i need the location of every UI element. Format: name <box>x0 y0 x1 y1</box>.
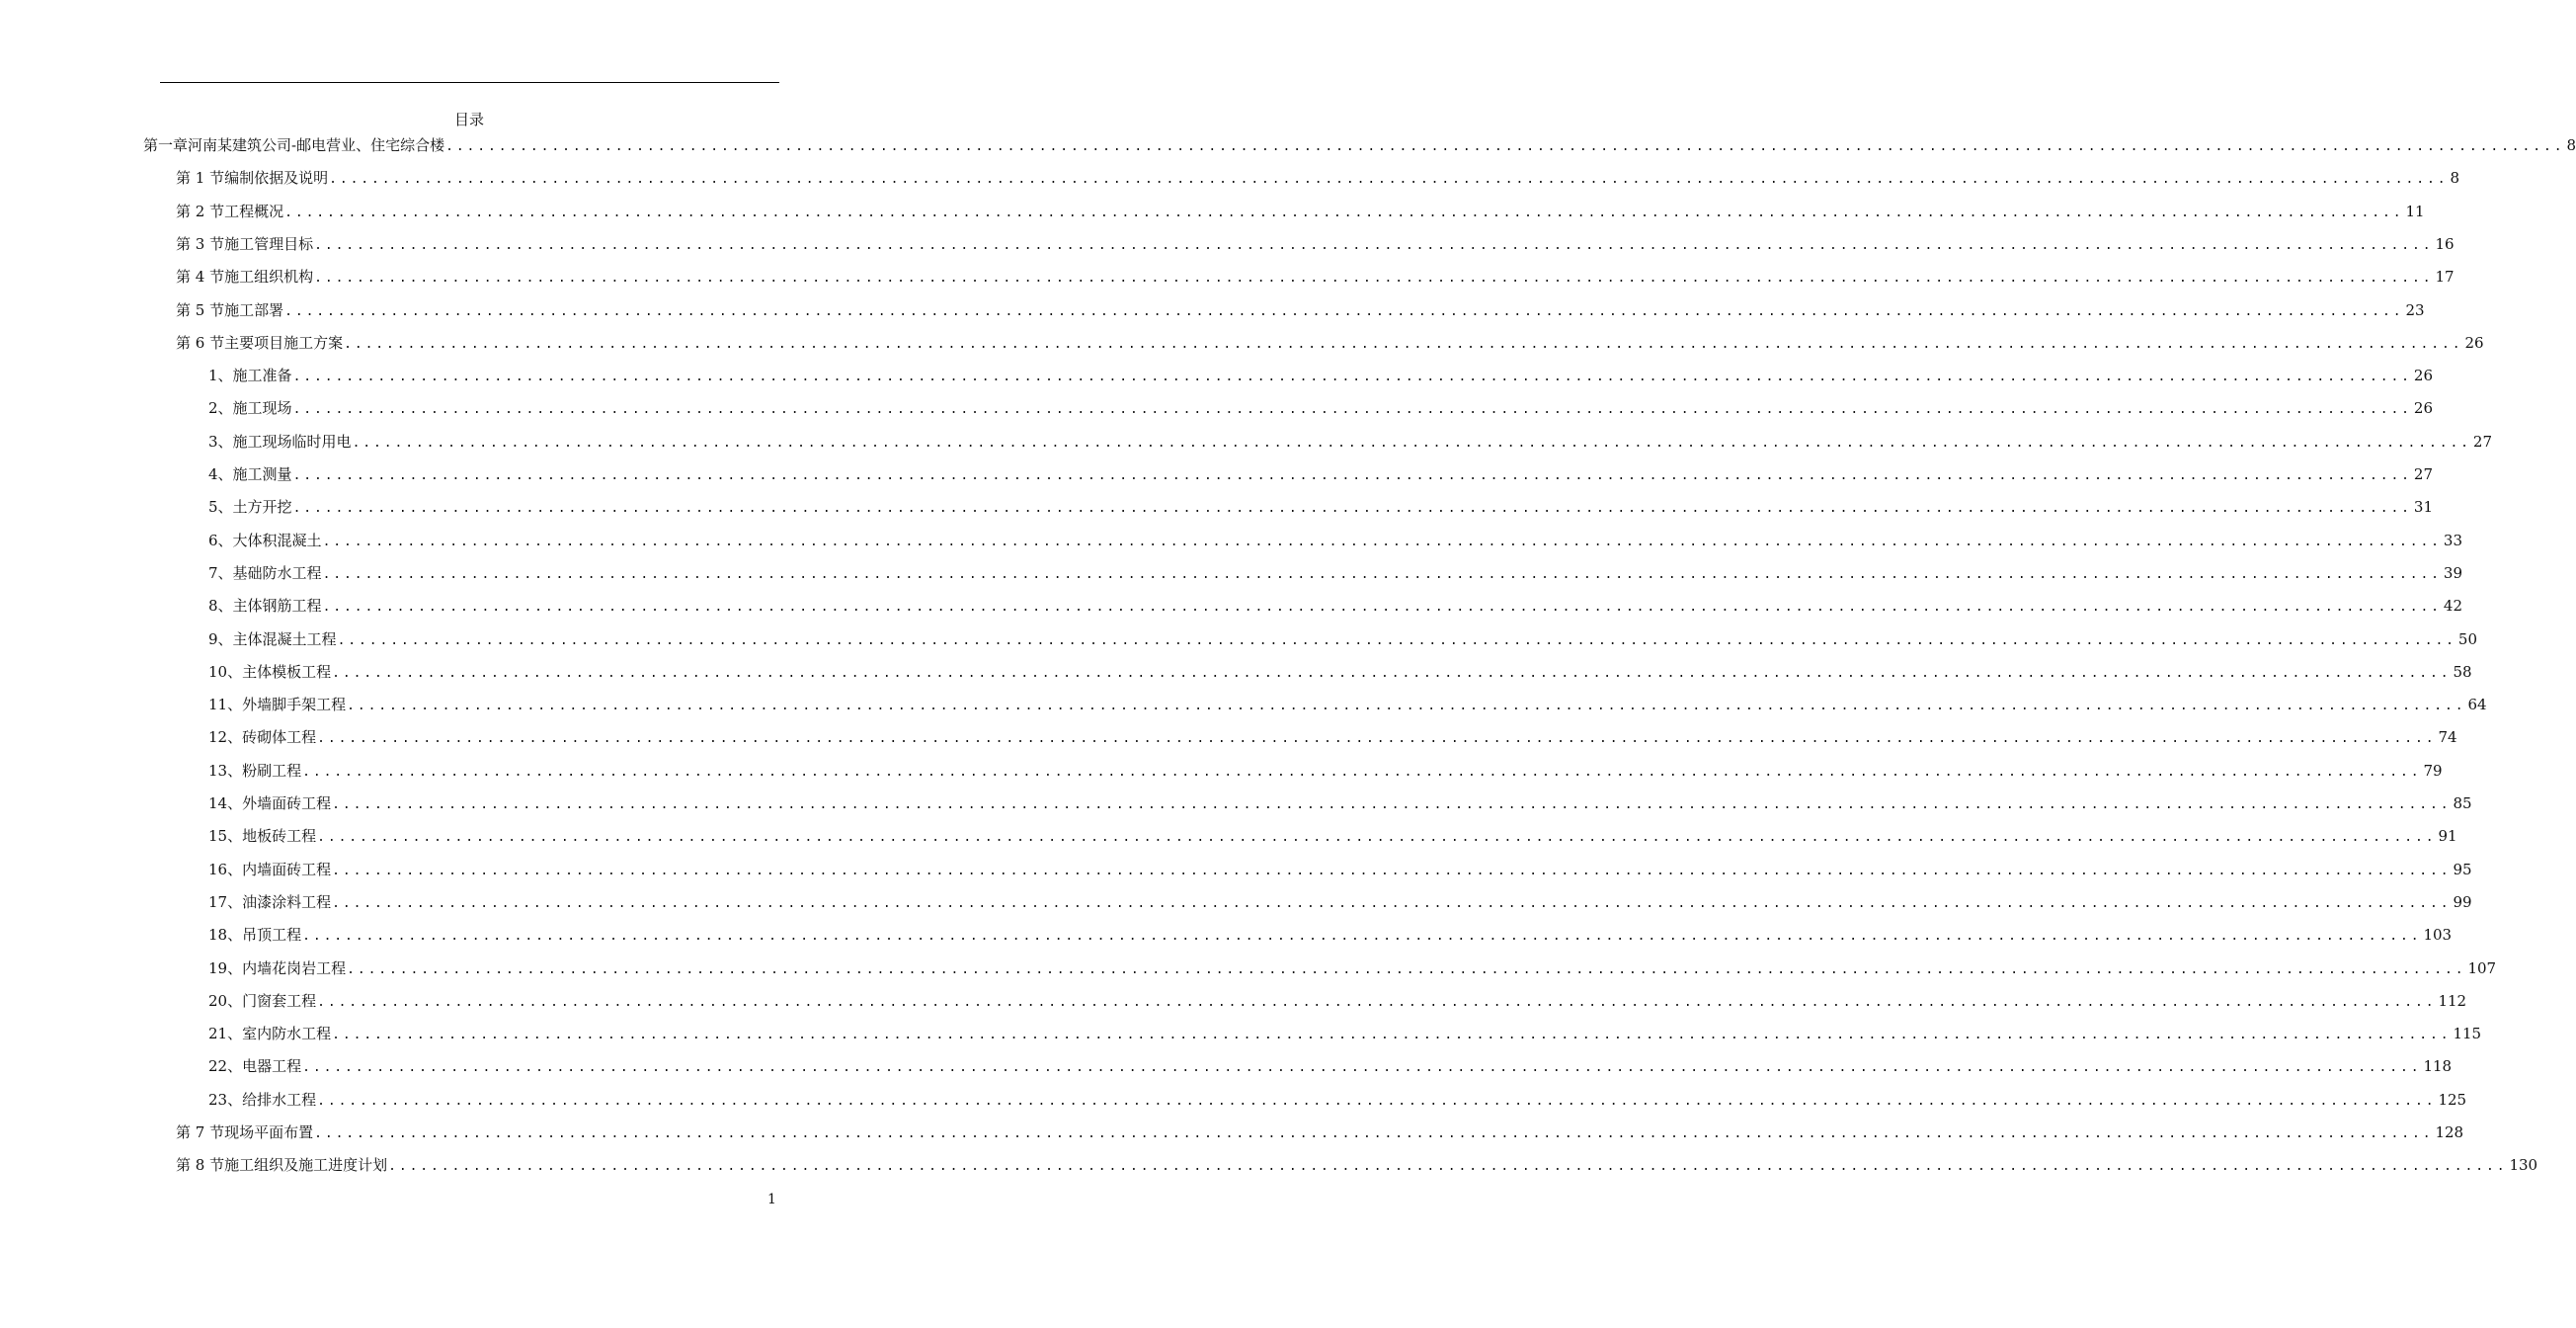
toc-entry-label: 粉刷工程 <box>242 761 302 780</box>
toc-entry-page: 23 <box>2405 300 2425 319</box>
dot-leader: ........................................................................................................................................................................................................ <box>302 929 2422 945</box>
toc-entry-page: 112 <box>2438 991 2467 1010</box>
toc-entry-label: 主体钢筋工程 <box>232 597 322 616</box>
toc-entry[interactable] <box>208 694 2487 715</box>
toc-entry-number: 17、 <box>208 892 243 911</box>
toc-entry-label: 外墙面砖工程 <box>242 794 332 812</box>
toc-entry-label: 外墙脚手架工程 <box>242 696 347 714</box>
toc-entry[interactable] <box>208 496 2433 518</box>
toc-entry-number: 2、 <box>208 399 233 418</box>
toc-entry-label: 主体模板工程 <box>242 662 332 681</box>
toc-entry[interactable] <box>208 891 2472 913</box>
toc-entry[interactable] <box>176 167 2459 189</box>
toc-entry-number: 14、 <box>208 794 243 812</box>
dot-leader: ........................................................................................................................................................................................................ <box>292 402 2412 418</box>
toc-entry[interactable] <box>208 859 2472 880</box>
toc-entry[interactable] <box>208 990 2467 1012</box>
toc-entry[interactable] <box>208 530 2462 551</box>
toc-entry-label: 砖砌体工程 <box>242 728 317 747</box>
toc-entry-page: 8 <box>2566 136 2576 154</box>
toc-entry-label: 内墙花岗岩工程 <box>242 958 347 977</box>
toc-entry[interactable] <box>208 365 2433 386</box>
toc-entry[interactable] <box>143 134 2576 156</box>
toc-entry[interactable] <box>176 332 2484 354</box>
toc-entry-page: 79 <box>2423 761 2443 780</box>
toc-entry-number: 6、 <box>208 531 233 549</box>
toc-entry-number: 第 8 节 <box>176 1156 225 1175</box>
dot-leader: ........................................................................................................................................................................................................ <box>347 699 2466 714</box>
toc-entry-label: 门窗套工程 <box>242 991 317 1010</box>
dot-leader: ........................................................................................................................................................................................................ <box>445 139 2565 154</box>
dot-leader: ........................................................................................................................................................................................................ <box>284 205 2404 220</box>
toc-entry-label: 河南某建筑公司-邮电营业、住宅综合楼 <box>188 136 445 154</box>
toc-entry[interactable] <box>208 595 2462 617</box>
dot-leader: ........................................................................................................................................................................................................ <box>322 566 2442 582</box>
toc-entry[interactable] <box>208 1023 2482 1044</box>
toc-entry-page: 16 <box>2435 234 2455 253</box>
toc-entry-label: 土方开挖 <box>232 498 292 517</box>
toc-entry-page: 8 <box>2450 169 2459 188</box>
toc-entry-number: 第 6 节 <box>176 333 225 352</box>
toc-entry-page: 27 <box>2472 432 2492 451</box>
toc-entry-label: 大体积混凝土 <box>232 531 322 549</box>
dot-leader: ........................................................................................................................................................................................................ <box>337 632 2456 648</box>
toc-entry-page: 95 <box>2453 860 2472 878</box>
toc-entry[interactable] <box>208 726 2457 748</box>
toc-entry-label: 内墙面砖工程 <box>242 860 332 878</box>
toc-entry-page: 42 <box>2443 597 2462 616</box>
toc-entry-number: 19、 <box>208 958 243 977</box>
toc-entry-label: 编制依据及说明 <box>224 169 329 188</box>
toc-entry-page: 118 <box>2423 1057 2453 1076</box>
toc-entry-page: 33 <box>2443 531 2462 549</box>
toc-entry-label: 给排水工程 <box>242 1090 317 1109</box>
toc-entry[interactable] <box>208 792 2472 814</box>
toc-entry-label: 施工测量 <box>232 465 292 483</box>
toc-entry-number: 第一章 <box>143 136 189 154</box>
toc-entry-number: 22、 <box>208 1057 243 1076</box>
toc-entry-number: 10、 <box>208 662 243 681</box>
dot-leader: ........................................................................................................................................................................................................ <box>322 600 2442 616</box>
toc-entry-number: 21、 <box>208 1025 243 1043</box>
toc-entry-number: 12、 <box>208 728 243 747</box>
toc-entry[interactable] <box>176 266 2455 288</box>
toc-entry[interactable] <box>208 957 2497 979</box>
toc-entry-number: 第 1 节 <box>176 169 225 188</box>
toc-entry-page: 125 <box>2438 1090 2467 1109</box>
header-rule <box>160 82 779 83</box>
toc-entry[interactable] <box>208 397 2433 419</box>
toc-entry[interactable] <box>208 661 2472 683</box>
toc-entry[interactable] <box>176 1121 2464 1143</box>
toc-entry-label: 主要项目施工方案 <box>224 333 344 352</box>
toc-entry-label: 施工现场临时用电 <box>232 432 352 451</box>
toc-entry[interactable] <box>208 628 2477 650</box>
dot-leader: ........................................................................................................................................................................................................ <box>332 1028 2452 1043</box>
toc-entry-label: 施工组织及施工进度计划 <box>224 1156 388 1175</box>
toc-entry-number: 20、 <box>208 991 243 1010</box>
toc-entry-page: 115 <box>2453 1025 2482 1043</box>
toc-entry-number: 3、 <box>208 432 233 451</box>
toc-entry-number: 18、 <box>208 926 243 945</box>
toc-entry-number: 第 5 节 <box>176 300 225 319</box>
toc-entry-label: 施工部署 <box>224 300 284 319</box>
toc-entry-label: 基础防水工程 <box>232 563 322 582</box>
toc-entry[interactable] <box>208 1089 2467 1111</box>
dot-leader: ........................................................................................................................................................................................................ <box>317 830 2437 846</box>
toc-entry[interactable] <box>208 562 2462 584</box>
dot-leader: ........................................................................................................................................................................................................ <box>329 172 2449 188</box>
dot-leader: ........................................................................................................................................................................................................ <box>347 961 2466 977</box>
toc-entry-page: 26 <box>2413 399 2433 418</box>
toc-entry-label: 现场平面布置 <box>224 1123 314 1141</box>
toc-entry-label: 地板砖工程 <box>242 827 317 846</box>
toc-entry-page: 11 <box>2405 202 2425 220</box>
toc-entry-page: 99 <box>2453 892 2472 911</box>
toc-entry-label: 施工现场 <box>232 399 292 418</box>
toc-entry-label: 吊顶工程 <box>242 926 302 945</box>
dot-leader: ........................................................................................................................................................................................................ <box>314 1126 2434 1141</box>
toc-entry-number: 第 2 节 <box>176 202 225 220</box>
toc-entry[interactable] <box>176 233 2455 255</box>
dot-leader: ........................................................................................................................................................................................................ <box>317 731 2437 747</box>
toc-entry-number: 13、 <box>208 761 243 780</box>
toc-entry-label: 电器工程 <box>242 1057 302 1076</box>
toc-title: 目录 <box>453 111 484 128</box>
toc-entry[interactable] <box>176 1154 2538 1176</box>
dot-leader: ........................................................................................................................................................................................................ <box>332 797 2452 812</box>
toc-entry-page: 17 <box>2435 268 2455 287</box>
dot-leader: ........................................................................................................................................................................................................ <box>332 665 2452 681</box>
toc-entry-number: 7、 <box>208 563 233 582</box>
toc-entry-page: 26 <box>2413 367 2433 385</box>
toc-entry-page: 64 <box>2467 696 2487 714</box>
toc-entry-page: 85 <box>2453 794 2472 812</box>
toc-entry-number: 4、 <box>208 465 233 483</box>
toc-entry-number: 23、 <box>208 1090 243 1109</box>
toc-entry[interactable] <box>208 924 2453 946</box>
toc-entry-label: 工程概况 <box>224 202 284 220</box>
toc-entry-page: 50 <box>2457 629 2477 648</box>
dot-leader: ........................................................................................................................................................................................................ <box>317 1093 2437 1109</box>
toc-entry-label: 室内防水工程 <box>242 1025 332 1043</box>
toc-entry-page: 128 <box>2435 1123 2464 1141</box>
dot-leader: ........................................................................................................................................................................................................ <box>332 863 2452 878</box>
toc-entry-number: 8、 <box>208 597 233 616</box>
toc-entry-label: 施工组织机构 <box>224 268 314 287</box>
toc-entry-number: 第 7 节 <box>176 1123 225 1141</box>
toc-entry-page: 130 <box>2509 1156 2538 1175</box>
toc-entry-number: 11、 <box>208 696 243 714</box>
dot-leader: ........................................................................................................................................................................................................ <box>292 370 2412 385</box>
toc-entry-page: 58 <box>2453 662 2472 681</box>
toc-entry[interactable] <box>208 825 2457 847</box>
toc-entry-page: 91 <box>2438 827 2457 846</box>
toc-entry-label: 施工管理目标 <box>224 234 314 253</box>
toc-entry-label: 油漆涂料工程 <box>242 892 332 911</box>
toc-entry-page: 26 <box>2464 333 2484 352</box>
dot-leader: ........................................................................................................................................................................................................ <box>344 336 2463 352</box>
toc-entry-number: 16、 <box>208 860 243 878</box>
dot-leader: ........................................................................................................................................................................................................ <box>284 303 2404 319</box>
dot-leader: ........................................................................................................................................................................................................ <box>332 895 2452 911</box>
toc-entry-page: 103 <box>2423 926 2453 945</box>
toc-entry-label: 施工准备 <box>232 367 292 385</box>
dot-leader: ........................................................................................................................................................................................................ <box>292 501 2412 517</box>
dot-leader: ........................................................................................................................................................................................................ <box>322 534 2442 549</box>
dot-leader: ........................................................................................................................................................................................................ <box>314 237 2434 253</box>
toc-entry[interactable] <box>208 463 2433 485</box>
dot-leader: ........................................................................................................................................................................................................ <box>317 994 2437 1010</box>
toc-entry-number: 1、 <box>208 367 233 385</box>
toc-entry-number: 第 3 节 <box>176 234 225 253</box>
dot-leader: ........................................................................................................................................................................................................ <box>302 764 2422 780</box>
dot-leader: ........................................................................................................................................................................................................ <box>388 1159 2508 1175</box>
dot-leader: ........................................................................................................................................................................................................ <box>314 271 2434 287</box>
dot-leader: ........................................................................................................................................................................................................ <box>292 468 2412 483</box>
dot-leader: ........................................................................................................................................................................................................ <box>352 435 2471 451</box>
toc-entry-number: 5、 <box>208 498 233 517</box>
toc-entry-page: 74 <box>2438 728 2457 747</box>
toc-entry-number: 9、 <box>208 629 233 648</box>
toc-entry[interactable] <box>208 760 2443 782</box>
toc-entry-number: 15、 <box>208 827 243 846</box>
toc-entry[interactable] <box>208 1055 2453 1077</box>
toc-entry-page: 27 <box>2413 465 2433 483</box>
page-number: 1 <box>767 1192 776 1207</box>
dot-leader: ........................................................................................................................................................................................................ <box>302 1060 2422 1076</box>
toc-entry[interactable] <box>208 431 2492 453</box>
toc-entry-number: 第 4 节 <box>176 268 225 287</box>
toc-entry-page: 107 <box>2467 958 2497 977</box>
toc-entry[interactable] <box>176 201 2425 222</box>
toc-entry[interactable] <box>176 299 2425 321</box>
toc-entry-page: 39 <box>2443 563 2462 582</box>
toc-entry-page: 31 <box>2413 498 2433 517</box>
toc-entry-label: 主体混凝土工程 <box>232 629 337 648</box>
